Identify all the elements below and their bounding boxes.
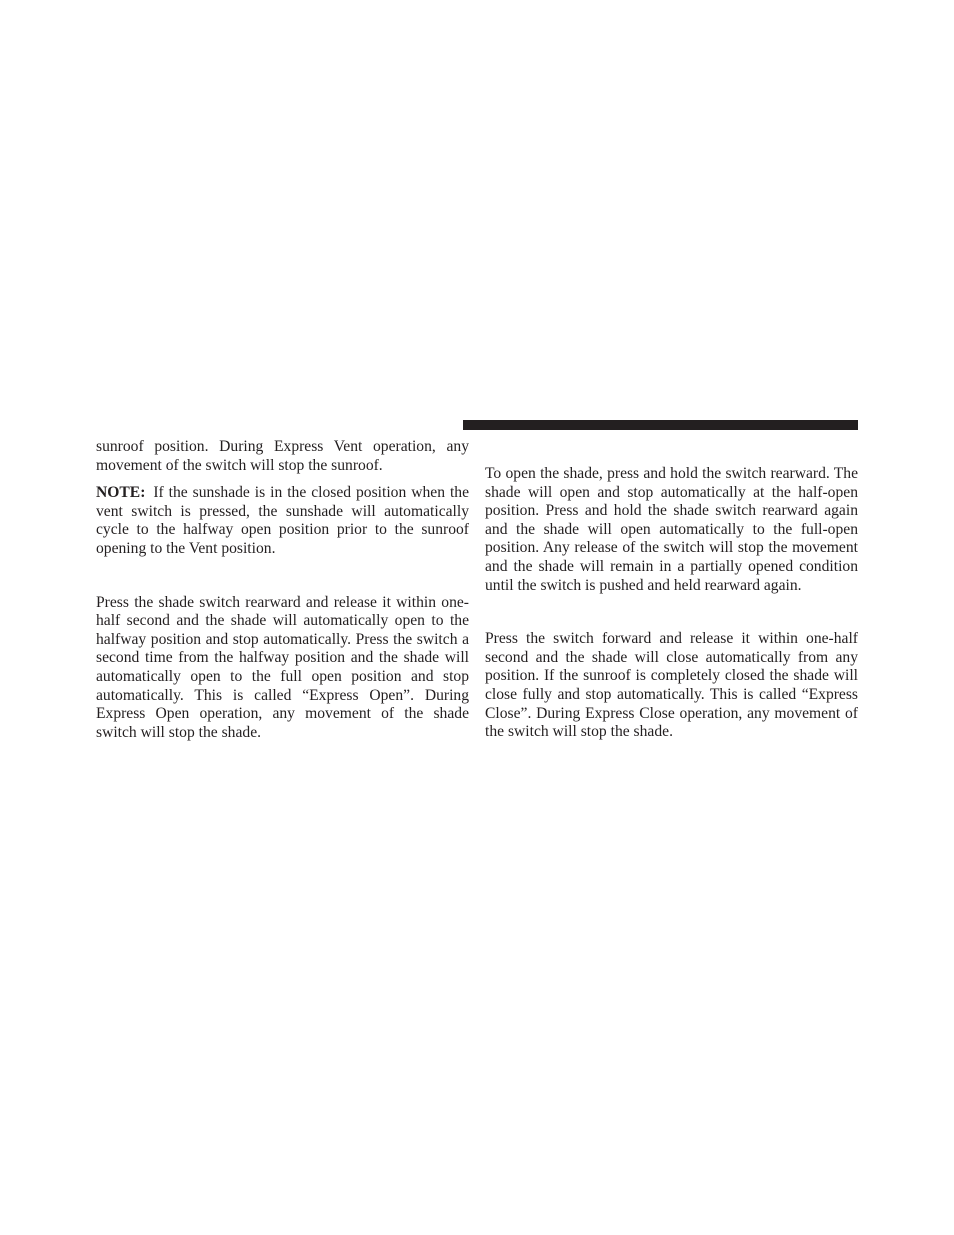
- note-paragraph: [96, 484, 469, 558]
- express-close-paragraph: Press the switch forward and release it within one-half second and the shade will close automatically from any position. If the sunroof is completely closed the shade will close fully and stop automatically. This is called “Express Close”. During Express Close operation, any movement of the switch will stop the shade.: [485, 630, 858, 741]
- left-column: [96, 438, 469, 742]
- section-header-bar: [463, 420, 858, 430]
- note-label: NOTE:: [96, 484, 146, 502]
- right-column: [485, 465, 858, 742]
- open-shade-paragraph: To open the shade, press and hold the switch rearward. The shade will open and stop automatically at the half-open position. Press and hold the shade switch rearward again and the shade will open automatically to the full-open position. Any release of the switch will stop the movement and the shade will remain in a partially opened condition until the switch is pushed and held rearward again.: [485, 465, 858, 594]
- express-vent-paragraph: sunroof position. During Express Vent operation, any movement of the switch will stop the sunroof.: [96, 438, 469, 474]
- note-text: If the sunshade is in the closed position when the vent switch is pressed, the sunshade will automatically cycle to the halfway open position prior to the sunroof opening to the Vent position.: [96, 484, 469, 557]
- express-open-paragraph: Press the shade switch rearward and release it within one-half second and the shade will automatically open to the halfway position and stop automatically. Press the switch a second time from the halfway position and the shade will automatically open to the full open position and stop automatically. This is called “Express Open”. During Express Open operation, any movement of the shade switch will stop the shade.: [96, 593, 469, 741]
